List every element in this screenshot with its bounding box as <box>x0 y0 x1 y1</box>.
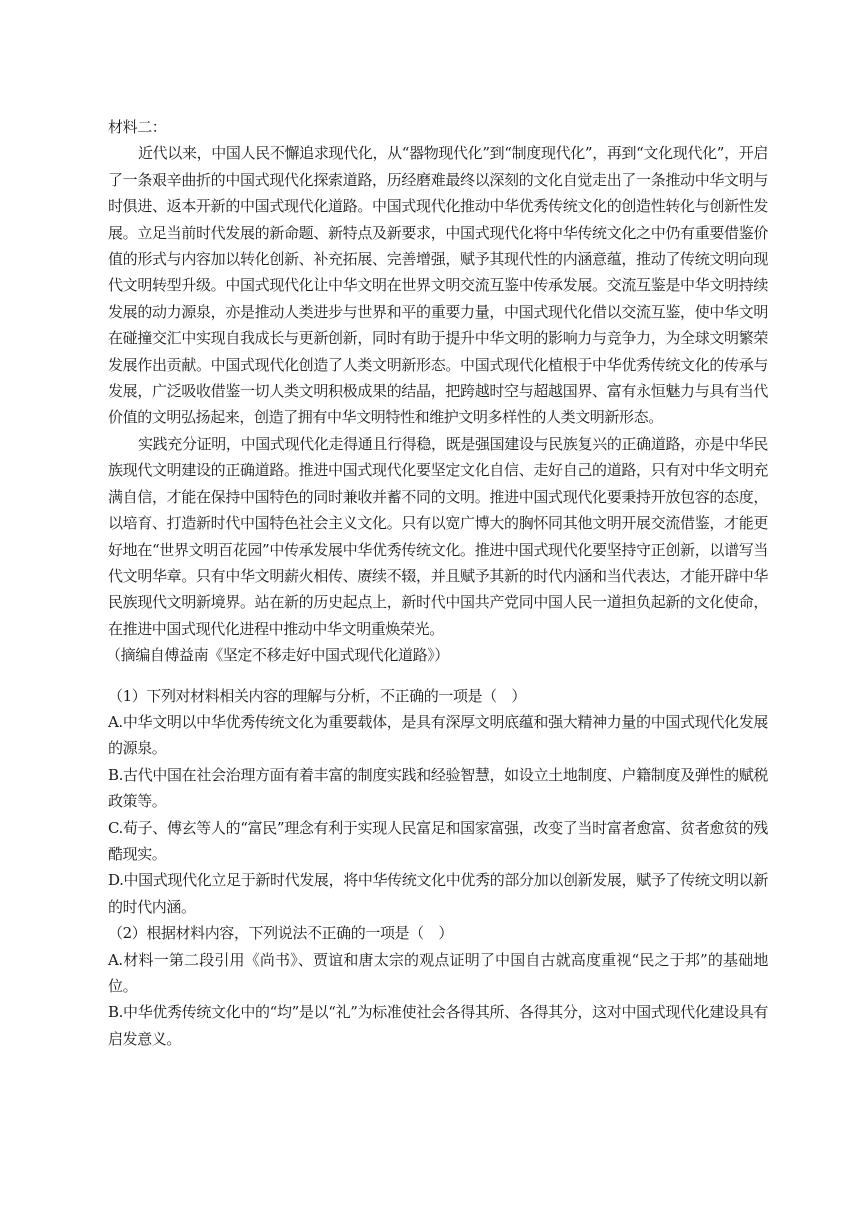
material-label: 材料二： <box>108 118 167 136</box>
question-2-stem: （2）根据材料内容，下列说法不正确的一项是（ ） <box>108 924 453 943</box>
question-1-option-d: D.中国式现代化立足于新时代发展，将中华传统文化中优秀的部分加以创新发展，赋予了传统文明以新的时代内涵。 <box>108 871 768 916</box>
question-1-stem: （1）下列对材料相关内容的理解与分析，不正确的一项是（ ） <box>108 686 526 705</box>
question-2-option-b: B.中华优秀传统文化中的“均”是以“礼”为标准使社会各得其所、各得其分，这对中国式现代化建设具有启发意义。 <box>108 1003 768 1048</box>
spacer <box>108 669 768 683</box>
material-paragraph-1: 近代以来，中国人民不懈追求现代化，从“器物现代化”到“制度现代化”，再到“文化现代化”，开启了一条艰辛曲折的中国式现代化探索道路，历经磨难最终以深刻的文化自觉走出了一条推动中华文明与时俱进、返本开新的中国式现代化道路。中国式现代化推动中华优秀传统文化的创造性转化与创新性发展。立足当前时代发展的新命题、新特点及新要求，中国式现代化将中华传统文化之中仍有重要借鉴价值的形式与内容加以转化创新、补充拓展、完善增强，赋予其现代性的内涵意蕴，推动了传统文明向现代文明转型升级。中国式现代化让中华文明在世界文明交流互鉴中传承发展。交流互鉴是中华文明持续发展的动力源泉，亦是推动人类进步与世界和平的重要力量，中国式现代化借以交流互鉴，使中华文明在碰撞交汇中实现自我成长与更新创新，同时有助于提升中华文明的影响力与竞争力，为全球文明繁荣发展作出贡献。中国式现代化创造了人类文明新形态。中国式现代化植根于中华优秀传统文化的传承与发展，广泛吸收借鉴一切人类文明积极成果的结晶，把跨越时空与超越国界、富有永恒魅力与具有当代价值的文明弘扬起来，创造了拥有中华文明特性和维护文明多样性的人类文明新形态。 <box>108 144 768 427</box>
question-1-option-c: C.荀子、傅玄等人的“富民”理念有利于实现人民富足和国家富强，改变了当时富者愈富、贫者愈贫的残酷现实。 <box>108 818 768 863</box>
material-paragraph-2: 实践充分证明，中国式现代化走得通且行得稳，既是强国建设与民族复兴的正确道路，亦是中华民族现代文明建设的正确道路。推进中国式现代化要坚定文化自信、走好自己的道路，只有对中华文明充满自信，才能在保持中国特色的同时兼收并蓄不同的文明。推进中国式现代化要秉持开放包容的态度，以培育、打造新时代中国特色社会主义文化。只有以宽广博大的胸怀同其他文明开展交流借鉴，才能更好地在“世界文明百花园”中传承发展中华优秀传统文化。推进中国式现代化要坚持守正创新，以谱写当代文明华章。只有中华文明薪火相传、赓续不辍，并且赋予其新的时代内涵和当代表达，才能开辟中华民族现代文明新境界。站在新的历史起点上，新时代中国共产党同中国人民一道担负起新的文化使命，在推进中国式现代化进程中推动中华文明重焕荣光。 <box>108 434 768 638</box>
material-source: （摘编自傅益南《坚定不移走好中国式现代化道路》） <box>106 646 449 665</box>
question-1-option-b: B.古代中国在社会治理方面有着丰富的制度实践和经验智慧，如设立土地制度、户籍制度及弹性的赋税政策等。 <box>108 765 768 811</box>
question-1-option-a: A.中华文明以中华优秀传统文化为重要载体，是具有深厚文明底蕴和强大精神力量的中国式现代化发展的源泉。 <box>108 712 768 758</box>
document-content <box>108 114 768 1052</box>
question-2-option-a: A.材料一第二段引用《尚书》、贾谊和唐太宗的观点证明了中国自古就高度重视“民之于邦”的基础地位。 <box>108 950 768 995</box>
